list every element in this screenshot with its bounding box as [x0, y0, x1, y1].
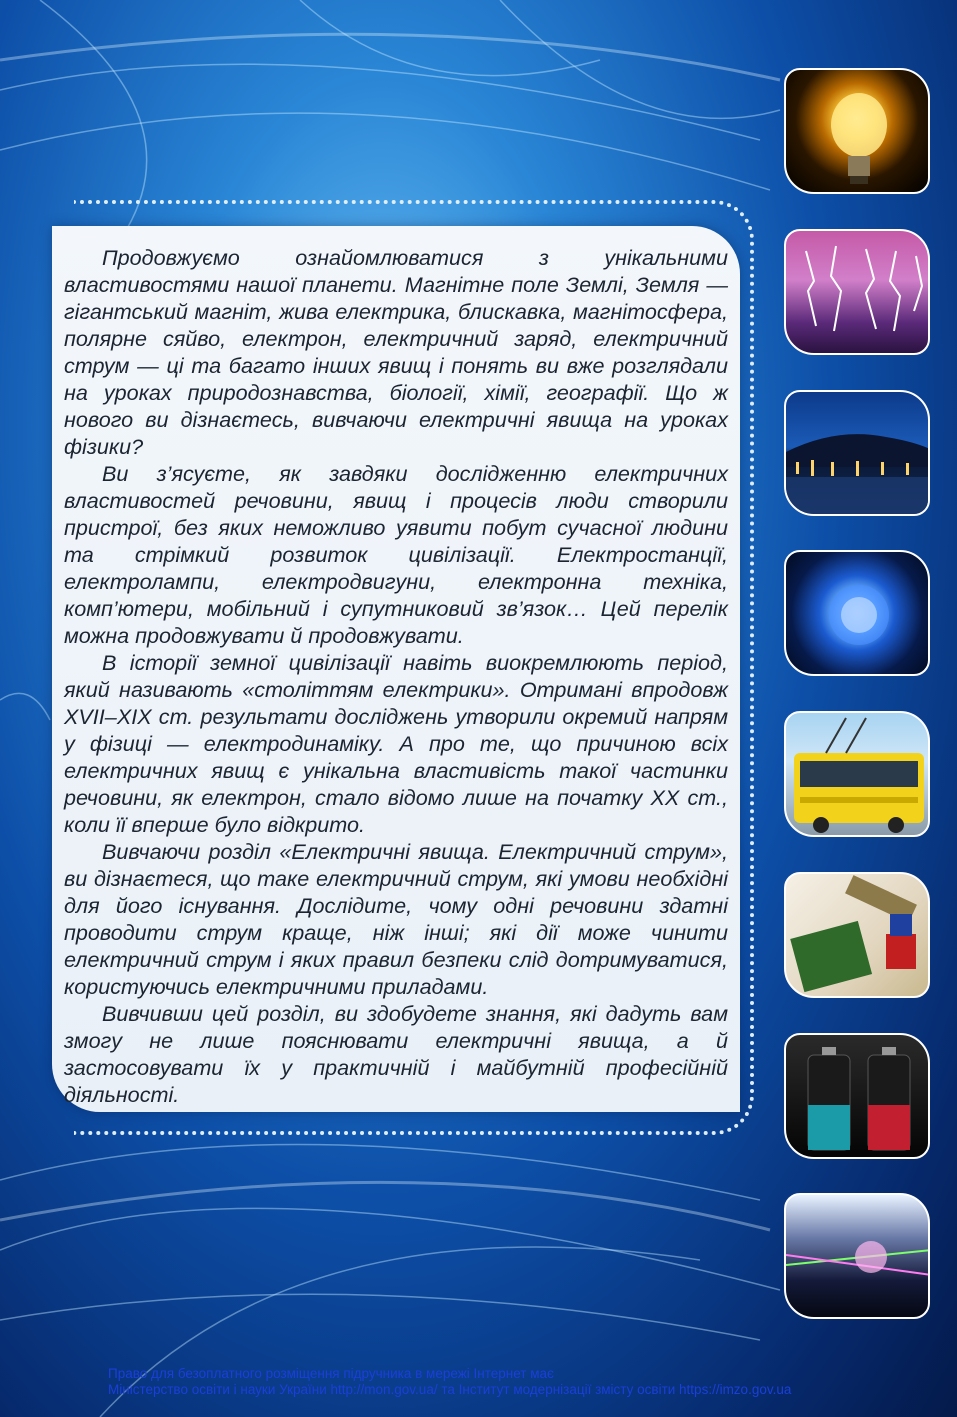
footer-line-1: Право для безоплатного розміщення підручника в мережі Інтернет має	[108, 1366, 554, 1381]
plasma-sphere-image	[784, 550, 930, 676]
paragraph-5: Вивчивши цей розділ, ви здобудете знання, які дадуть вам змогу не лише пояснювати електричні явища, а й застосовувати їх у практичній і майбутній професійній діяльності.	[64, 1001, 728, 1107]
intro-text	[64, 244, 728, 1108]
footer-line-2: Міністерство освіти і науки України http://mon.gov.ua/ та Інститут модернізації змісту освіти https://imzo.gov.ua	[108, 1382, 792, 1397]
batteries-image	[784, 1033, 930, 1159]
light-beams-image	[784, 1193, 930, 1319]
paragraph-3: В історії земної цивілізації навіть виокремлюють період, який називають «століттям електрики». Отримані впродовж XVII–XIX ст. результати досліджень утворили окремий напрям у фізиці — електродинаміку. А про те, що причиною всіх електричних явищ є унікальна властивість такої частинки речовини, як електрон, стало відомо лише на початку XX ст., коли її вперше було відкрито.	[64, 650, 728, 837]
circuit-board-image	[784, 872, 930, 998]
footer-copyright	[108, 1366, 928, 1398]
trolleybus-image	[784, 711, 930, 837]
paragraph-1: Продовжуємо ознайомлюватися з унікальними властивостями нашої планети. Магнітне поле Землі, Земля — гігантський магніт, жива електрика, блискавка, магнітосфера, полярне сяйво, електрон, електричний заряд, електричний струм — ці та багато інших явищ і понять ви вже розглядали на уроках природознавства, біології, хімії, географії. Що ж нового ви дізнаєтесь, вивчаючи електричні явища на уроках фізики?	[64, 245, 728, 459]
light-bulb-image	[784, 68, 930, 194]
paragraph-4: Вивчаючи розділ «Електричні явища. Електричний струм», ви дізнаєтеся, що таке електричний струм, які умови необхідні для його існування. Дослідите, чому одні речовини здатні проводити струм краще, ніж інші; які дії може чинити електричний струм і яких правил безпеки слід дотримуватися, користуючись електричними приладами.	[64, 839, 728, 999]
paragraph-2: Ви з’ясуєте, як завдяки дослідженню електричних властивостей речовини, явищ і процесів люди створили пристрої, без яких неможливо уявити побут сучасної людини та стрімкий розвиток цивілізації. Електростанції, електролампи, електродвигуни, електронна техніка, комп’ютери, мобільний і супутниковий зв’язок… Цей перелік можна продовжувати й продовжувати.	[64, 461, 728, 648]
city-lights-image	[784, 390, 930, 516]
lightning-image	[784, 229, 930, 355]
